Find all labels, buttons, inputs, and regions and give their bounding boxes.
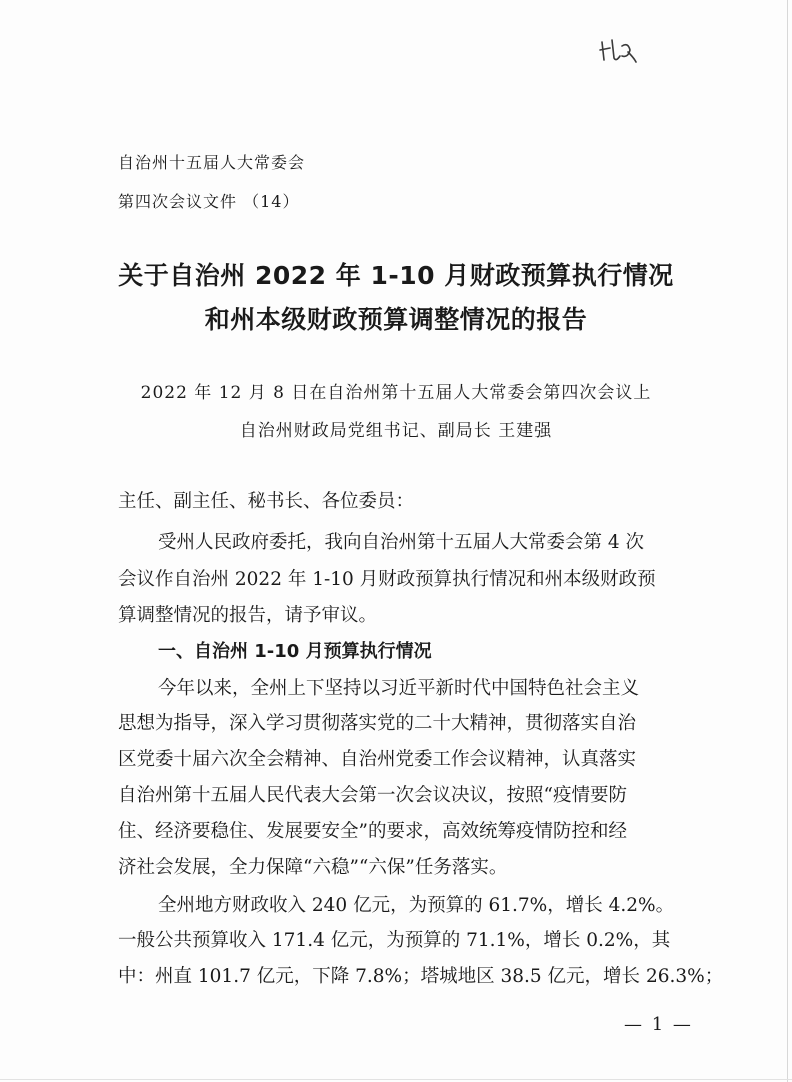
paragraph-line: 今年以来，全州上下坚持以习近平新时代中国特色社会主义 bbox=[158, 678, 640, 699]
paragraph-line: 会议作自治州 2022 年 1-10 月财政预算执行情况和州本级财政预 bbox=[118, 569, 656, 590]
reporter-line: 自治州财政局党组书记、副局长 王建强 bbox=[239, 421, 553, 441]
paragraph-line: 中：州直 101.7 亿元，下降 7.8%；塔城地区 38.5 亿元，增长 26.3%； bbox=[118, 966, 724, 987]
page-number: — 1 — bbox=[624, 1014, 693, 1035]
doc-header-line1: 自治州十五届人大常委会 bbox=[118, 153, 306, 172]
paragraph-line: 受州人民政府委托，我向自治州第十五届人大常委会第 4 次 bbox=[158, 532, 645, 553]
meeting-date-line: 2022 年 12 月 8 日在自治州第十五届人大常委会第四次会议上 bbox=[140, 383, 652, 403]
paragraph-line: 自治州第十五届人民代表大会第一次会议决议，按照“疫情要防 bbox=[118, 785, 627, 806]
paragraph-line: 思想为指导，深入学习贯彻落实党的二十大精神，贯彻落实自治 bbox=[118, 713, 637, 734]
paragraph-line: 全州地方财政收入 240 亿元，为预算的 61.7%，增长 4.2%。 bbox=[158, 895, 675, 916]
scan-edge bbox=[787, 0, 788, 1082]
doc-header-line2: 第四次会议文件 （14） bbox=[118, 192, 300, 211]
doc-title-line1: 关于自治州 2022 年 1-10 月财政预算执行情况 bbox=[118, 261, 674, 290]
salutation: 主任、副主任、秘书长、各位委员： bbox=[118, 491, 415, 512]
paragraph-line: 住、经济要稳住、发展要安全”的要求，高效统筹疫情防控和经 bbox=[118, 821, 627, 842]
section-heading: 一、自治州 1-10 月预算执行情况 bbox=[158, 641, 432, 662]
paragraph-line: 一般公共预算收入 171.4 亿元，为预算的 71.1%，增长 0.2%，其 bbox=[118, 930, 671, 951]
handwritten-mark bbox=[598, 36, 638, 66]
paragraph-line: 济社会发展，全力保障“六稳”“六保”任务落实。 bbox=[118, 857, 508, 878]
scan-edge bbox=[0, 1079, 792, 1080]
paragraph-line: 区党委十届六次全会精神、自治州党委工作会议精神，认真落实 bbox=[118, 749, 637, 770]
paragraph-line: 算调整情况的报告，请予审议。 bbox=[118, 605, 378, 626]
doc-title-line2: 和州本级财政预算调整情况的报告 bbox=[204, 305, 588, 334]
